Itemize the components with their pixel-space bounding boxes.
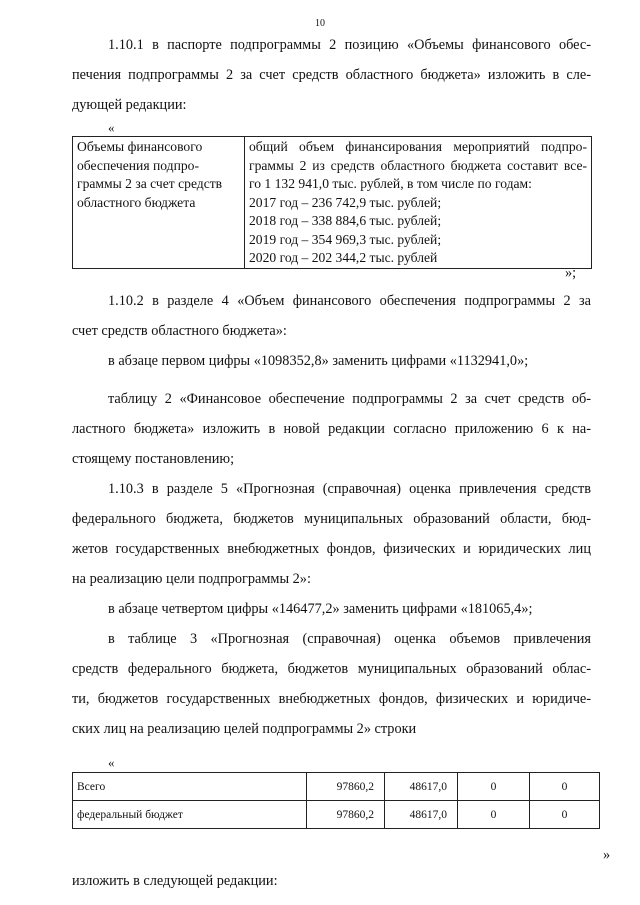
table-row-federal xyxy=(73,801,600,829)
row-value: 0 xyxy=(458,773,530,801)
para-5-line-2: федерального бюджета, бюджетов муниципальных образований области, бюд- xyxy=(72,511,591,527)
value-line: общий объем финансирования мероприятий подпро- xyxy=(249,139,587,154)
label-line: обеспечения подпро- xyxy=(77,157,199,173)
para-7-line-1: в таблице 3 «Прогнозная (справочная) оценка объемов привлечения xyxy=(108,631,591,647)
finance-table-value-cell xyxy=(245,137,592,269)
year-2017-line: 2017 год – 236 742,9 тыс. рублей; xyxy=(249,194,442,210)
funding-sources-table xyxy=(72,772,600,829)
table-row-total xyxy=(73,773,600,801)
para-5-line-1: 1.10.3 в разделе 5 «Прогнозная (справочная) оценка привлечения средств xyxy=(108,481,591,497)
para-7-line-3: ти, бюджетов государственных внебюджетных фондов, физических и юридиче- xyxy=(72,691,591,707)
close-quote-2: » xyxy=(603,847,611,863)
year-2018-line: 2018 год – 338 884,6 тыс. рублей; xyxy=(249,213,442,228)
row-label: Всего xyxy=(73,773,307,801)
para-6: в абзаце четвертом цифры «146477,2» заменить цифрами «181065,4»; xyxy=(108,601,533,617)
year-2020-line: 2020 год – 202 344,2 тыс. рублей xyxy=(249,250,438,265)
value-line: го 1 132 941,0 тыс. рублей, в том числе по годам: xyxy=(249,176,532,191)
para-2-line-1: 1.10.2 в разделе 4 «Объем финансового обеспечения подпрограммы 2 за xyxy=(108,293,591,309)
finance-passport-table xyxy=(72,136,592,269)
para-4-line-2: ластного бюджета» изложить в новой редакции согласно приложению 6 к на- xyxy=(72,421,591,437)
para-7-line-2: средств федерального бюджета, бюджетов муниципальных образований облас- xyxy=(72,661,591,677)
label-line: граммы 2 за счет средств xyxy=(77,176,223,191)
row-value: 97860,2 xyxy=(307,801,385,829)
para-2-line-2: счет средств областного бюджета»: xyxy=(72,323,287,339)
para-1-line-2: печения подпрограммы 2 за счет средств областного бюджета» изложить в сле- xyxy=(72,67,591,83)
finance-table-label-cell xyxy=(73,137,245,269)
page-number: 10 xyxy=(315,18,325,29)
para-1-line-3: дующей редакции: xyxy=(72,97,187,113)
open-quote-1: « xyxy=(108,120,115,135)
row-value: 48617,0 xyxy=(385,773,458,801)
row-value: 97860,2 xyxy=(307,773,385,801)
para-7-line-4: ских лиц на реализацию целей подпрограммы 2» строки xyxy=(72,721,417,737)
para-5-line-4: на реализацию цели подпрограммы 2»: xyxy=(72,571,311,587)
para-4-line-3: стоящему постановлению; xyxy=(72,451,235,467)
row-label: федеральный бюджет xyxy=(73,801,307,829)
label-line: областного бюджета xyxy=(77,194,196,210)
label-line: Объемы финансового xyxy=(77,139,203,154)
close-quote-1: »; xyxy=(565,265,577,281)
para-8: изложить в следующей редакции: xyxy=(72,873,278,889)
row-value: 48617,0 xyxy=(385,801,458,829)
row-value: 0 xyxy=(530,801,600,829)
para-5-line-3: жетов государственных внебюджетных фондов, физических и юридических лиц xyxy=(72,541,591,557)
para-4-line-1: таблицу 2 «Финансовое обеспечение подпрограммы 2 за счет средств об- xyxy=(108,391,591,407)
row-value: 0 xyxy=(530,773,600,801)
row-value: 0 xyxy=(458,801,530,829)
open-quote-2: « xyxy=(108,755,115,770)
year-2019-line: 2019 год – 354 969,3 тыс. рублей; xyxy=(249,231,442,247)
para-3: в абзаце первом цифры «1098352,8» заменить цифрами «1132941,0»; xyxy=(108,353,529,369)
para-1-line-1: 1.10.1 в паспорте подпрограммы 2 позицию «Объемы финансового обес- xyxy=(108,37,591,53)
finance-table-row xyxy=(73,137,592,269)
value-line: граммы 2 из средств областного бюджета составит все- xyxy=(249,157,587,173)
